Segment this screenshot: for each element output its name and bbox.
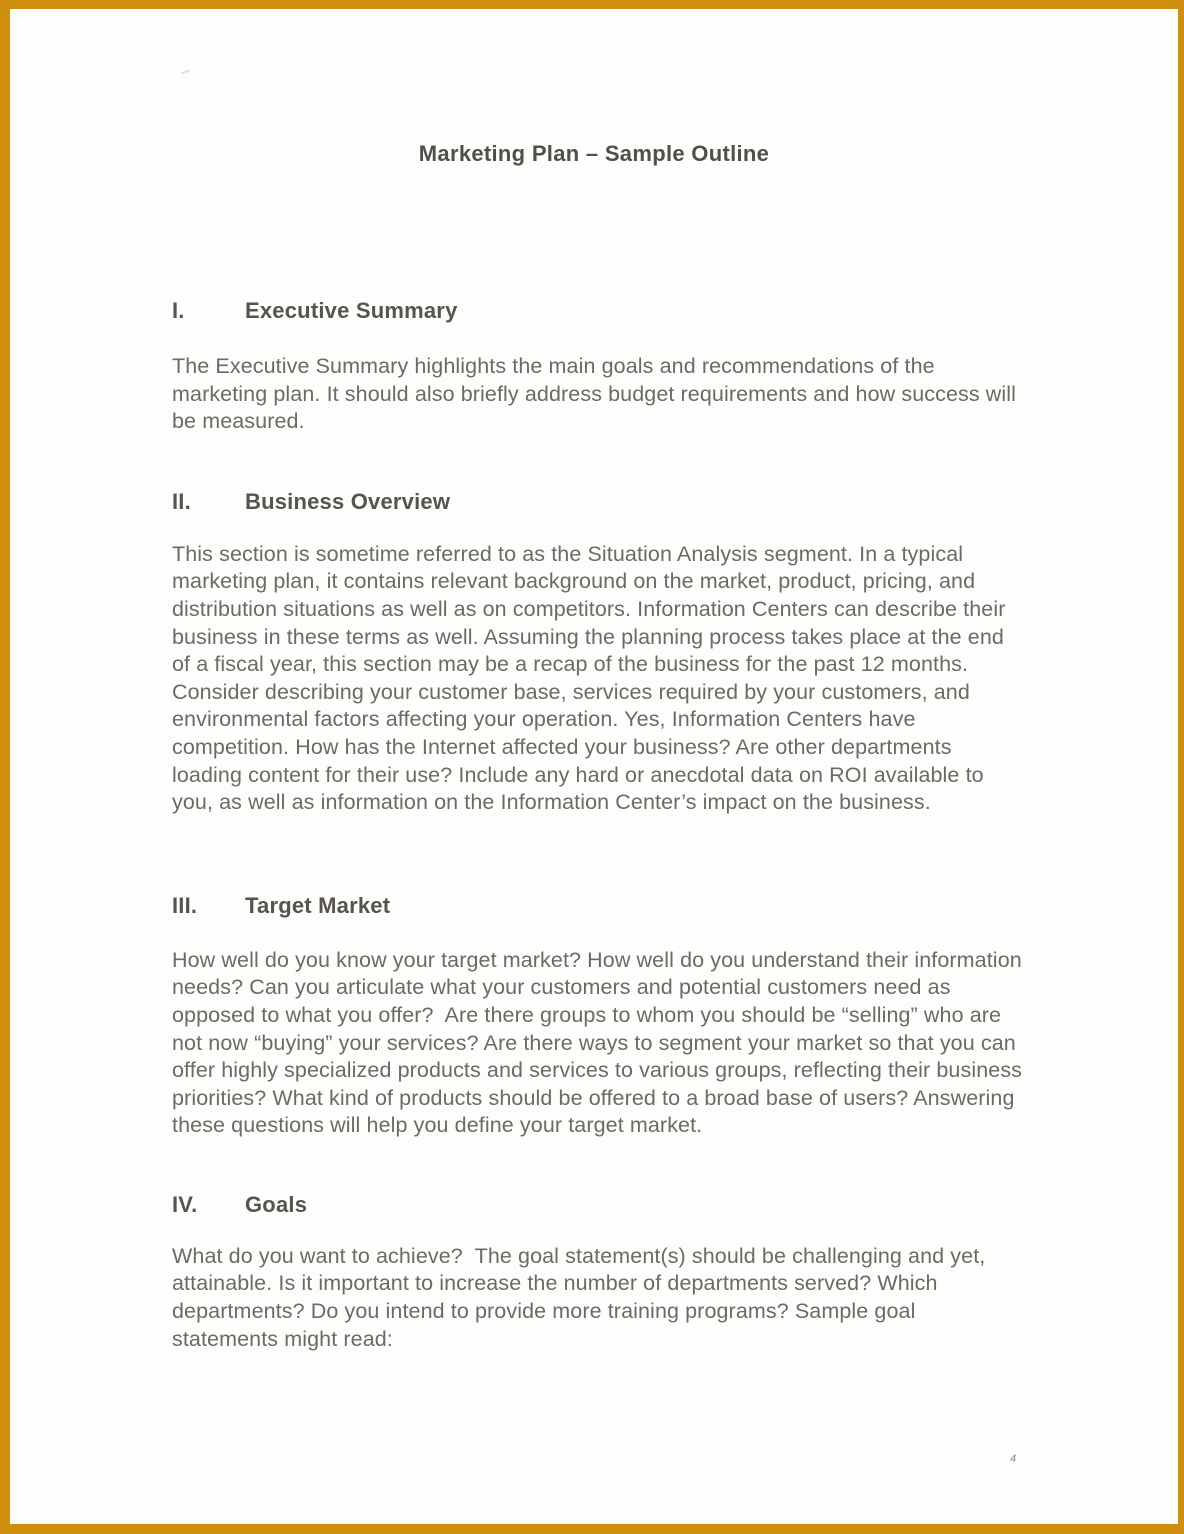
- section-number: IV.: [172, 1191, 198, 1217]
- scan-artifact-mark: [179, 65, 190, 74]
- section-target-market: [172, 892, 1029, 1140]
- section-paragraph: This section is sometime referred to as the Situation Analysis segment. In a typical marketing plan, it contains relevant background on the market, product, pricing, and distribution situations as well as on competitors. Information Centers can describe their business in these terms as well. Assuming the planning process takes place at the end of a fiscal year, this section may be a recap of the business for the past 12 months. Consider describing your customer base, services required by your customers, and environmental factors affecting your operation. Yes, Information Centers have competition. How has the Internet affected your business? Are other departments loading content for their use? Include any hard or anecdotal data on ROI available to you, as well as information on the Information Center’s impact on the business.: [172, 541, 1012, 815]
- section-goals: [172, 1191, 1024, 1353]
- section-number: III.: [172, 892, 198, 918]
- page-number: 4: [1010, 1453, 1017, 1465]
- section-number: II.: [172, 488, 191, 514]
- section-business-overview: [172, 488, 1024, 817]
- section-heading-row: [172, 892, 1024, 919]
- section-heading-row: [172, 1191, 1024, 1218]
- section-executive-summary: [172, 297, 1024, 436]
- section-heading-row: [172, 297, 1024, 324]
- section-title: Executive Summary: [245, 298, 458, 323]
- section-heading-row: [172, 488, 1024, 515]
- section-paragraph: What do you want to achieve? The goal statement(s) should be challenging and yet, attainable. Is it important to increase the number of departments served? Which departments? Do you intend to provide more training programs? Sample goal statements might read:: [172, 1243, 992, 1351]
- section-title: Target Market: [245, 892, 391, 918]
- section-title: Business Overview: [245, 488, 451, 514]
- section-paragraph: The Executive Summary highlights the main goals and recommendations of the marketing plan. It should also briefly address budget requirements and how success will be measured.: [172, 354, 1023, 434]
- document-title: Marketing Plan – Sample Outline: [418, 141, 770, 166]
- section-paragraph: How well do you know your target market? How well do you understand their information needs? Can you articulate what your customers and potential customers need as opposed to what you offer? Are there groups to whom you should be “selling” who are not now “buying” your services? Are there ways to segment your market so that you can offer highly specialized products and services to various groups, reflecting their business priorities? What kind of products should be offered to a broad base of users? Answering these questions will help you define your target market.: [172, 947, 1029, 1138]
- section-number: I.: [172, 298, 185, 323]
- document-body: [172, 297, 1029, 1353]
- section-title: Goals: [245, 1191, 308, 1217]
